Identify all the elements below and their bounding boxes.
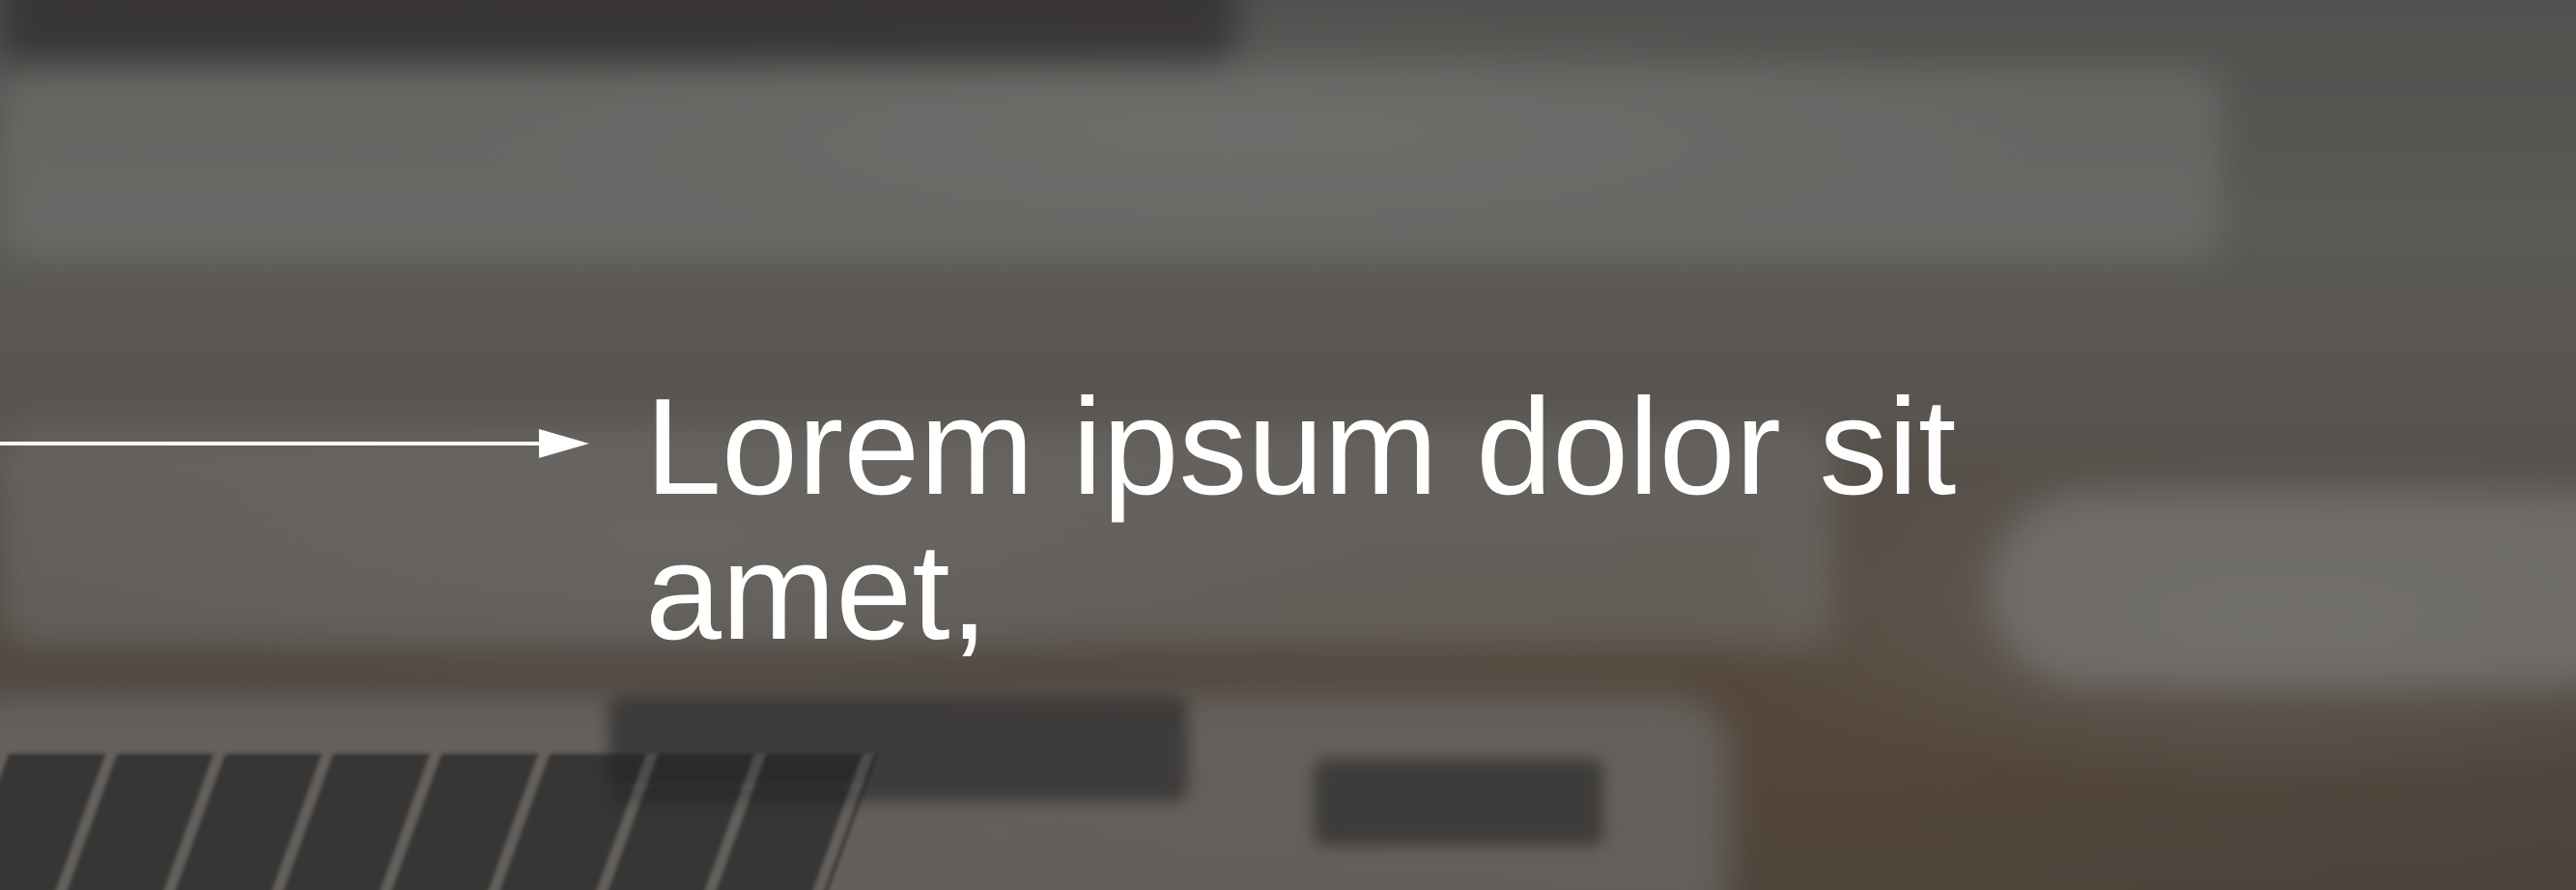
arrow-right-icon [0, 429, 589, 458]
hero-headline: Lorem ipsum dolor sit amet, [645, 370, 1957, 669]
